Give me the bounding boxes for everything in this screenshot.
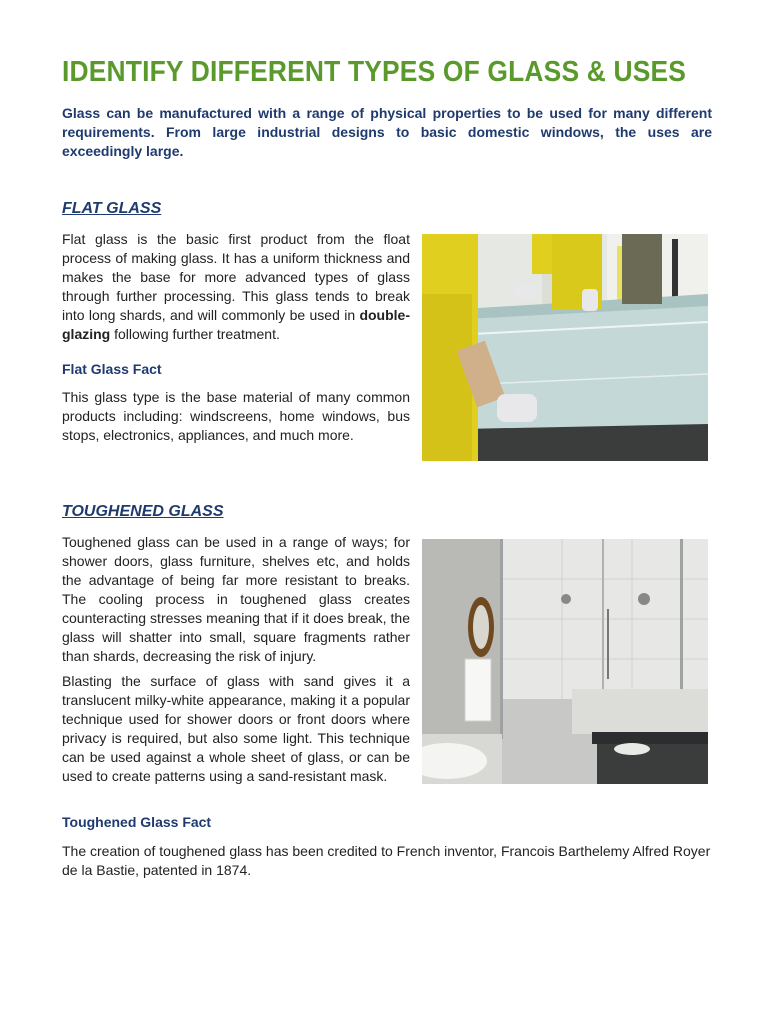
flat-glass-heading: FLAT GLASS [62,200,162,217]
toughened-glass-paragraph-2: Blasting the surface of glass with sand gives it a translucent milky-white appearance, making it a popular technique used for shower doors or front doors where privacy is required, but also some light. This technique can be used against a whole sheet of glass, or can be used to create patterns using a sand-resistant mask. [62,673,410,784]
page-title: IDENTIFY DIFFERENT TYPES OF GLASS & USES [62,56,687,88]
toughened-glass-fact-heading: Toughened Glass Fact [62,814,212,830]
flat-glass-fact-heading: Flat Glass Fact [62,361,162,377]
flat-glass-photo [422,234,708,461]
double-glazing-bold: double-glazing [62,307,410,342]
toughened-glass-photo [422,539,708,784]
toughened-glass-heading: TOUGHENED GLASS [62,503,224,520]
flat-glass-text-2: following further treatment. [110,326,280,342]
toughened-glass-fact-text: The creation of toughened glass has been credited to French inventor, Francois Barthelemy Alfred Royer de la Bastie, patented in 1874. [62,843,711,878]
toughened-glass-paragraph-1: Toughened glass can be used in a range of ways; for shower doors, glass furniture, shelves etc, and holds the advantage of being far more resistant to breaks. The cooling process in toughened glass creates counteracting stresses meaning that if it does break, the glass will shatter into small, square fragments rather than shards, decreasing the risk of injury. [62,534,410,664]
flat-glass-fact-text: This glass type is the base material of many common products including: windscreens, home windows, bus stops, electronics, appliances, and much more. [62,389,410,443]
intro-paragraph: Glass can be manufactured with a range of physical properties to be used for many different requirements. From large industrial designs to basic domestic windows, the uses are exceedingly large. [62,105,712,159]
flat-glass-text-1: Flat glass is the basic first product from the float process of making glass. It has a uniform thickness and makes the base for more advanced types of glass through further processing. This glass tends to break into long shards, and will commonly be used in [62,231,410,323]
flat-glass-paragraph [62,230,410,344]
